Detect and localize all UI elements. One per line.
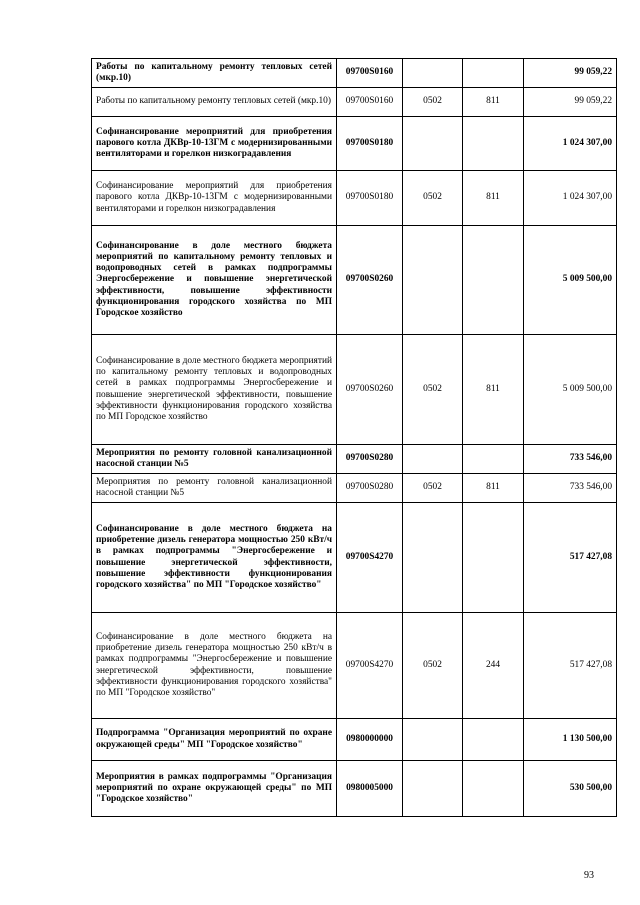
row-sum: 1 130 500,00	[524, 719, 617, 761]
table-row	[92, 761, 617, 817]
row-sum: 5 009 500,00	[524, 335, 617, 445]
row-name: Мероприятия в рамках подпрограммы "Организация мероприятий по охране окружающей среды" по МП "Городское хозяйство"	[92, 761, 337, 817]
row-name: Софинансирование мероприятий для приобретения парового котла ДКВр-10-13ГМ с модернизированными вентиляторами и горелкон низкоградавления	[92, 117, 337, 171]
table-row	[92, 503, 617, 613]
row-section: 0502	[403, 474, 463, 503]
row-name: Работы по капитальному ремонту тепловых сетей (мкр.10)	[92, 59, 337, 88]
row-expense-type	[463, 59, 524, 88]
row-section	[403, 59, 463, 88]
row-target-code: 09700S4270	[337, 613, 403, 719]
table-row	[92, 335, 617, 445]
row-expense-type	[463, 117, 524, 171]
row-section	[403, 719, 463, 761]
table-row	[92, 445, 617, 474]
row-sum: 733 546,00	[524, 474, 617, 503]
row-target-code: 09700S0260	[337, 335, 403, 445]
row-expense-type	[463, 719, 524, 761]
table-row	[92, 171, 617, 226]
row-target-code: 09700S0180	[337, 117, 403, 171]
row-target-code: 0980000000	[337, 719, 403, 761]
table-row	[92, 88, 617, 117]
table-row	[92, 226, 617, 335]
row-name: Софинансирование в доле местного бюджета мероприятий по капитальному ремонту тепловых и водопроводных сетей в рамках подпрограммы Энергосбережение и повышение энергетической эффективности, повышение эффективности функционирования городского хозяйства по МП Городское хозяйство	[92, 226, 337, 335]
row-section	[403, 226, 463, 335]
table-row	[92, 59, 617, 88]
row-section	[403, 117, 463, 171]
row-sum: 99 059,22	[524, 59, 617, 88]
row-sum: 1 024 307,00	[524, 117, 617, 171]
row-sum: 99 059,22	[524, 88, 617, 117]
row-section: 0502	[403, 88, 463, 117]
row-target-code: 09700S0280	[337, 474, 403, 503]
row-name: Мероприятия по ремонту головной канализационной насосной станции №5	[92, 474, 337, 503]
row-target-code: 09700S0260	[337, 226, 403, 335]
row-section: 0502	[403, 335, 463, 445]
row-name: Софинансирование в доле местного бюджета на приобретение дизель генератора мощностью 250 кВт/ч в рамках подпрограммы "Энергосбережение и повышение энергетической эффективности, повышение эффективности функционирования городского хозяйства" по МП "Городское хозяйство"	[92, 613, 337, 719]
row-name: Подпрограмма "Организация мероприятий по охране окружающей среды" МП "Городское хозяйство"	[92, 719, 337, 761]
row-expense-type	[463, 761, 524, 817]
row-name: Работы по капитальному ремонту тепловых сетей (мкр.10)	[92, 88, 337, 117]
row-name: Софинансирование в доле местного бюджета на приобретение дизель генератора мощностью 250 кВт/ч в рамках подпрограммы "Энергосбережение и повышение энергетической эффективности, повышение эффективности функционирования городского хозяйства" по МП "Городское хозяйство"	[92, 503, 337, 613]
row-target-code: 09700S0180	[337, 171, 403, 226]
page-number: 93	[584, 870, 594, 881]
row-section	[403, 761, 463, 817]
table-row	[92, 117, 617, 171]
row-section: 0502	[403, 613, 463, 719]
row-expense-type: 811	[463, 88, 524, 117]
row-sum: 5 009 500,00	[524, 226, 617, 335]
budget-table	[91, 58, 617, 817]
row-sum: 517 427,08	[524, 613, 617, 719]
row-target-code: 0980005000	[337, 761, 403, 817]
row-expense-type: 244	[463, 613, 524, 719]
row-sum: 733 546,00	[524, 445, 617, 474]
row-name: Мероприятия по ремонту головной канализационной насосной станции №5	[92, 445, 337, 474]
row-name: Софинансирование мероприятий для приобретения парового котла ДКВр-10-13ГМ с модернизированными вентиляторами и горелкон низкоградавления	[92, 171, 337, 226]
row-name: Софинансирование в доле местного бюджета мероприятий по капитальному ремонту тепловых и водопроводных сетей в рамках подпрограммы Энергосбережение и повышение энергетической эффективности, повышение эффективности функционирования городского хозяйства по МП Городское хозяйство	[92, 335, 337, 445]
row-target-code: 09700S0280	[337, 445, 403, 474]
row-target-code: 09700S0160	[337, 59, 403, 88]
row-target-code: 09700S4270	[337, 503, 403, 613]
table-row	[92, 613, 617, 719]
row-expense-type	[463, 445, 524, 474]
row-expense-type	[463, 503, 524, 613]
table-row	[92, 719, 617, 761]
row-section: 0502	[403, 171, 463, 226]
row-sum: 1 024 307,00	[524, 171, 617, 226]
row-section	[403, 503, 463, 613]
row-section	[403, 445, 463, 474]
row-sum: 517 427,08	[524, 503, 617, 613]
row-target-code: 09700S0160	[337, 88, 403, 117]
table-row	[92, 474, 617, 503]
row-sum: 530 500,00	[524, 761, 617, 817]
row-expense-type: 811	[463, 335, 524, 445]
row-expense-type: 811	[463, 171, 524, 226]
row-expense-type	[463, 226, 524, 335]
row-expense-type: 811	[463, 474, 524, 503]
